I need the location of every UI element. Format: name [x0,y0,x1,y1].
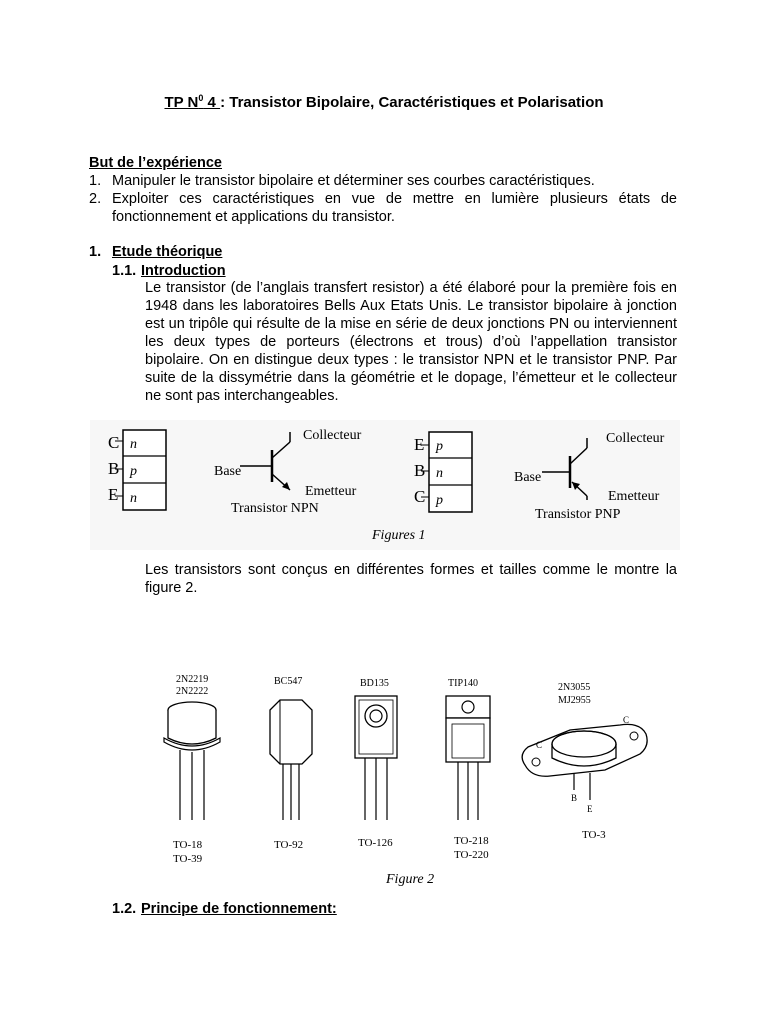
package-2-case: TO-92 [274,839,304,851]
package-to218-to220 [446,678,490,861]
pnp-collector-label: Collecteur [606,431,665,446]
pnp-layer-2: n [436,466,443,481]
package-2-name: BC547 [274,676,303,687]
package-4-case-2: TO-220 [454,849,489,861]
package-5-pin-e: E [587,804,593,814]
intro-line-3: est un tripôle qui résulte de la mise en série de deux jonctions PN ou interviennent [145,316,677,332]
package-5-pin-b: B [571,793,578,803]
intro-line-5: bipolaire. On en distingue deux types : le transistor NPN et le transistor PNP. Par [145,352,677,368]
paragraph-2-line-1: Les transistors sont conçus en différentes formes et tailles comme le montre la [145,562,677,578]
goal-item-1-num: 1. [89,173,102,189]
goal-item-2-line2: fonctionnement et applications du transistor. [112,209,395,225]
intro-line-6: suite de la dissymétrie dans la géométrie et le dopage, l’émetteur et le collecteur [145,370,677,386]
goal-item-1: Manipuler le transistor bipolaire et déterminer ses courbes caractéristiques. [112,173,595,189]
package-1-case-1: TO-18 [173,839,203,851]
section-1-1-number: 1.1. [112,263,137,279]
paragraph-2-line-2: figure 2. [145,580,198,596]
goal-heading: But de l’expérience [89,155,222,171]
figure-2-transistor-packages [150,670,670,895]
npn-emitter-label: Emetteur [305,484,357,499]
package-5-name-1: 2N3055 [558,682,591,693]
package-4-name: TIP140 [448,678,478,689]
pnp-caption: Transistor PNP [535,507,621,522]
pnp-base-label: Base [514,470,542,485]
package-5-case: TO-3 [582,829,606,841]
page-title: TP $N^0$ 4 : Transistor Bipolaire, Caractéristiques et Polarisation [164,93,604,111]
pnp-terminal-e: E [414,435,425,454]
package-to18-to39 [164,674,220,865]
pnp-terminal-b: B [414,461,426,480]
section-1-number: 1. [89,244,102,260]
intro-line-1: Le transistor (de l’anglais transfert resistor) a été élaboré pour la première fois en [145,280,677,296]
npn-layer-1: n [130,437,137,452]
package-3-name: BD135 [360,678,389,689]
package-to92 [270,676,312,851]
intro-line-4: les deux types de porteurs (électrons et trous) d’où l’appellation transistor [145,334,677,350]
pnp-layer-diagram [414,432,472,512]
package-4-case-1: TO-218 [454,835,489,847]
package-5-pin-c-right: C [623,715,630,725]
npn-layer-diagram [108,430,166,510]
pnp-emitter-label: Emetteur [608,489,660,504]
section-1-2-heading: Principe de fonctionnement: [141,901,337,917]
figure-1-transistor-symbols [90,420,680,550]
npn-terminal-c: C [108,433,120,452]
npn-caption: Transistor NPN [231,501,319,516]
figure-1-caption: Figures 1 [372,528,426,543]
pnp-layer-1: p [436,439,443,454]
goal-item-2-line1: Exploiter ces caractéristiques en vue de mettre en lumière plusieurs états de [112,191,677,207]
package-to126 [355,678,397,849]
figure-2-caption: Figure 2 [386,872,435,887]
pnp-layer-3: p [436,493,443,508]
package-5-name-2: MJ2955 [558,695,591,706]
package-1-name-2: 2N2222 [176,686,209,697]
intro-line-2: 1948 dans les laboratoires Bells Aux Etats Unis. Le transistor bipolaire à jonction [145,298,677,314]
npn-collector-label: Collecteur [303,428,362,443]
section-1-2-number: 1.2. [112,901,137,917]
npn-terminal-b: B [108,459,120,478]
npn-layer-2: p [130,464,137,479]
package-to3 [522,682,647,841]
package-1-case-2: TO-39 [173,853,203,865]
section-1-heading: Etude théorique [112,244,223,260]
npn-terminal-e: E [108,485,119,504]
goal-item-2-num: 2. [89,191,102,207]
npn-layer-3: n [130,491,137,506]
npn-base-label: Base [214,464,242,479]
section-1-1-heading: Introduction [141,263,226,279]
package-3-case: TO-126 [358,837,393,849]
package-1-name-1: 2N2219 [176,674,209,685]
package-5-pin-c-left: C [536,740,543,750]
pnp-terminal-c: C [414,487,426,506]
intro-line-7: ne sont pas interchangeables. [145,388,339,404]
